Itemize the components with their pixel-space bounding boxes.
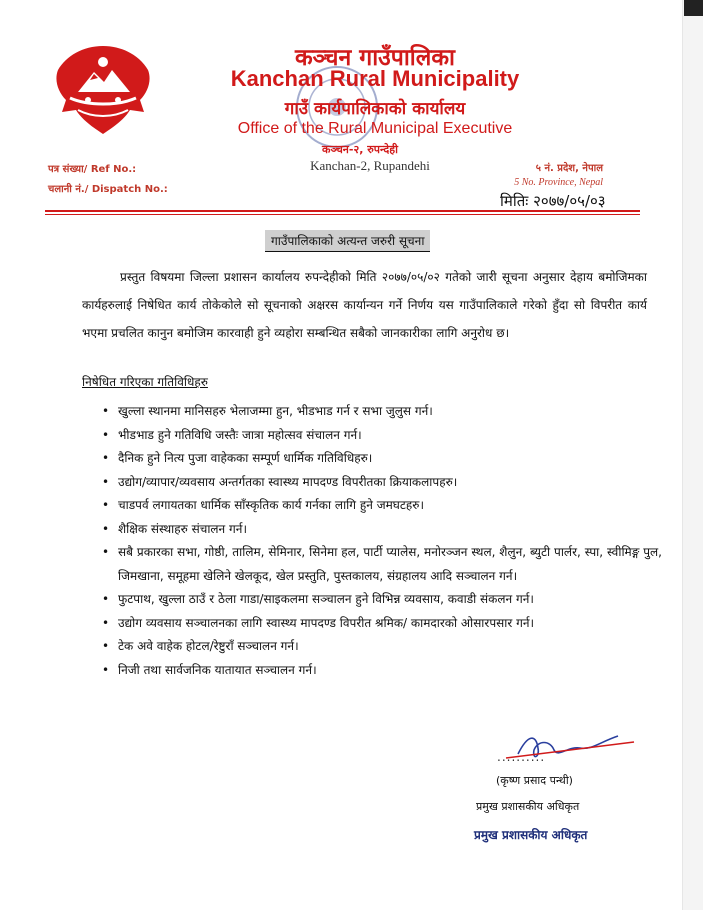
- list-item: • चाडपर्व लगायतका धार्मिक साँस्कृतिक कार्य गर्नका लागि हुने जमघटहरु।: [118, 494, 662, 518]
- header-rule: [45, 210, 640, 212]
- designation-stamp: प्रमुख प्रशासकीय अधिकृत: [474, 828, 588, 842]
- municipality-name-nepali: कञ्चन गाउँपालिका: [295, 45, 455, 71]
- scan-corner: [684, 0, 703, 16]
- notice-body: प्रस्तुत विषयमा जिल्ला प्रशासन कार्यालय रुपन्देहीको मिति २०७७/०५/०२ गतेको जारी सूचना अनुसार देहाय बमोजिमका कार्यहरुलाई निषेधित कार्य तोकेकोले सो सूचनाको अक्षरस कार्यान्यन गर्ने निर्णय यस गाउँपालिकाले गरेको हुँदा सो विपरीत कार्य भएमा प्रचलित कानुन बमोजिम कारवाही हुने व्यहोरा सम्बन्धित सबैको जानकारीका लागि अनुरोध छ।: [82, 270, 647, 340]
- prohibited-activities-list: [104, 400, 662, 682]
- municipality-name-english: Kanchan Rural Municipality: [230, 66, 520, 91]
- address-english: Kanchan-2, Rupandehi: [310, 158, 430, 173]
- letter-date: मितिः २०७७/०५/०३: [500, 192, 606, 210]
- municipality-emblem-logo: [48, 40, 158, 140]
- signature-line: ..........: [497, 750, 546, 764]
- scan-edge: [682, 0, 703, 910]
- list-item: • भीडभाड हुने गतिविधि जस्तैः जात्रा महोत्सव संचालन गर्न।: [118, 424, 662, 448]
- list-item: • दैनिक हुने नित्य पुजा वाहेकका सम्पूर्ण धार्मिक गतिविधिहरु।: [118, 447, 662, 471]
- prohibited-activities-heading: निषेधित गरिएका गतिविधिहरु: [82, 375, 208, 389]
- list-item: • उद्योग व्यवसाय सञ्चालनका लागि स्वास्थ्य मापदण्ड विपरीत श्रमिक/ कामदारको ओसारपसार गर्न।: [118, 612, 662, 636]
- list-item: • फुटपाथ, खुल्ला ठाउँ र ठेला गाडा/साइकलमा सञ्चालन हुने विभिन्न व्यवसाय, कवाडी संकलन गर्न।: [118, 588, 662, 612]
- address-nepali: कञ्चन-२, रुपन्देही: [322, 143, 398, 156]
- list-item: • निजी तथा सार्वजनिक यातायात सञ्चालन गर्न।: [118, 659, 662, 683]
- list-item: • शैक्षिक संस्थाहरु संचालन गर्न।: [118, 518, 662, 542]
- list-item: • सबै प्रकारका सभा, गोष्ठी, तालिम, सेमिनार, सिनेमा हल, पार्टी प्यालेस, मनोरञ्जन स्थल, शैलुन, ब्युटी पार्लर, स्पा, स्वीमिङ्ग पुल, जिमखाना, समूहमा खेलिने खेलकूद, खेल प्रस्तुति, पुस्तकालय, संग्रहालय आदि सञ्चालन गर्न।: [118, 541, 662, 588]
- ref-number-label: पत्र संख्या/ Ref No.:: [48, 164, 137, 175]
- province-nepali: ५ नं. प्रदेश, नेपाल: [535, 163, 603, 174]
- province-english: 5 No. Province, Nepal: [514, 177, 603, 188]
- list-item: • खुल्ला स्थानमा मानिसहरु भेलाजम्मा हुन, भीडभाड गर्न र सभा जुलुस गर्न।: [118, 400, 662, 424]
- signatory-title: प्रमुख प्रशासकीय अधिकृत: [476, 800, 580, 813]
- dispatch-number-label: चलानी नं./ Dispatch No.:: [48, 184, 168, 195]
- notice-title: गाउँपालिकाको अत्यन्त जरुरी सूचना: [265, 230, 430, 252]
- office-name-nepali: गाउँ कार्यपालिकाको कार्यालय: [284, 99, 466, 119]
- signatory-name: (कृष्ण प्रसाद पन्थी): [496, 774, 573, 787]
- list-item: • टेक अवे वाहेक होटल/रेष्टुराँ सञ्चालन गर्न।: [118, 635, 662, 659]
- office-name-english: Office of the Rural Municipal Executive: [237, 120, 513, 137]
- header-rule-thin: [45, 214, 640, 215]
- list-item: • उद्योग/व्यापार/व्यवसाय अन्तर्गतका स्वास्थ्य मापदण्ड विपरीतका क्रियाकलापहरु।: [118, 471, 662, 495]
